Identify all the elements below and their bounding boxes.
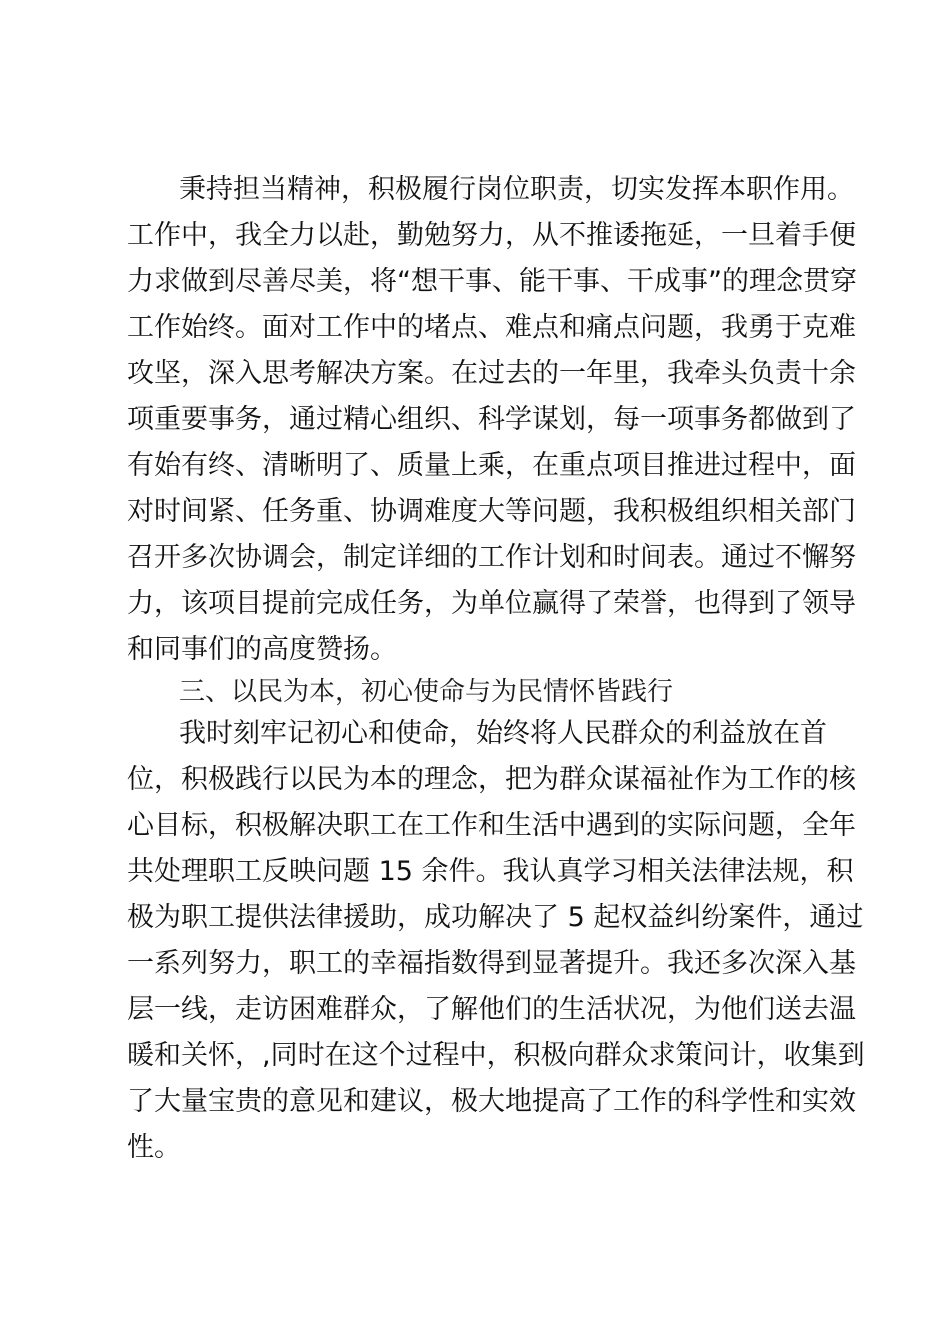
paragraph-2-line-2: 位，积极践行以民为本的理念，把为群众谋福祉作为工作的核 xyxy=(127,764,856,795)
paragraph-1-line-6: 项重要事务，通过精心组织、科学谋划，每一项事务都做到了 xyxy=(127,404,856,435)
paragraph-2-line-6: 一系列努力，职工的幸福指数得到显著提升。我还多次深入基 xyxy=(127,948,856,979)
paragraph-2-line-4: 共处理职工反映问题 15 余件。我认真学习相关法律法规，积 xyxy=(127,856,854,887)
paragraph-1-line-2: 工作中，我全力以赴，勤勉努力，从不推诿拖延，一旦着手便 xyxy=(127,220,856,251)
paragraph-2-line-5: 极为职工提供法律援助，成功解决了 5 起权益纠纷案件，通过 xyxy=(127,902,864,933)
paragraph-1-line-5: 攻坚，深入思考解决方案。在过去的一年里，我牵头负责十余 xyxy=(127,358,856,389)
paragraph-1-line-3: 力求做到尽善尽美，将“想干事、能干事、干成事”的理念贯穿 xyxy=(127,266,857,297)
paragraph-1-line-9: 召开多次协调会，制定详细的工作计划和时间表。通过不懈努 xyxy=(127,542,856,573)
paragraph-1-line-4: 工作始终。面对工作中的堵点、难点和痛点问题，我勇于克难 xyxy=(127,312,856,343)
paragraph-2-line-1: 我时刻牢记初心和使命，始终将人民群众的利益放在首 xyxy=(179,718,827,749)
paragraph-1-line-10: 力，该项目提前完成任务，为单位赢得了荣誉，也得到了领导 xyxy=(127,588,856,619)
paragraph-2-line-8: 暖和关怀，,同时在这个过程中，积极向群众求策问计，收集到 xyxy=(127,1040,865,1071)
paragraph-1-line-8: 对时间紧、任务重、协调难度大等问题，我积极组织相关部门 xyxy=(127,496,856,527)
paragraph-1-line-11: 和同事们的高度赞扬。 xyxy=(127,634,397,665)
paragraph-1-line-1: 秉持担当精神，积极履行岗位职责，切实发挥本职作用。 xyxy=(179,174,854,205)
paragraph-2-line-10: 性。 xyxy=(127,1132,181,1163)
paragraph-2-line-3: 心目标，积极解决职工在工作和生活中遇到的实际问题，全年 xyxy=(127,810,856,841)
section-heading: 三、以民为本，初心使命与为民情怀皆践行 xyxy=(179,677,674,707)
paragraph-2-line-9: 了大量宝贵的意见和建议，极大地提高了工作的科学性和实效 xyxy=(127,1086,856,1117)
paragraph-2-line-7: 层一线，走访困难群众，了解他们的生活状况，为他们送去温 xyxy=(127,994,856,1025)
paragraph-1-line-7: 有始有终、清晰明了、质量上乘，在重点项目推进过程中，面 xyxy=(127,450,856,481)
